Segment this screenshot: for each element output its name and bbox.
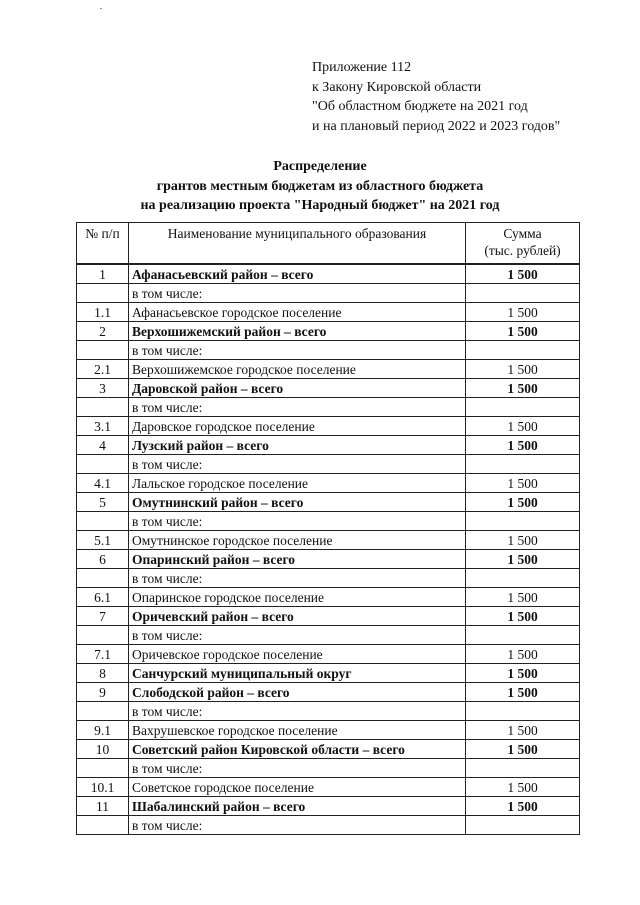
row-sum-cell: 1 500 [466,721,580,740]
table-row [77,417,580,436]
row-name-cell: Оричевский район – всего [129,607,466,626]
header-sum [466,223,580,265]
table-row [77,550,580,569]
table-row [77,683,580,702]
row-number-cell [77,398,129,417]
row-name-cell: Верхошижемское городское поселение [129,360,466,379]
row-sum-cell: 1 500 [466,474,580,493]
table-row [77,512,580,531]
row-number-cell [77,512,129,531]
table-row [77,797,580,816]
table-header-row [77,223,580,265]
row-sum-cell [466,455,580,474]
table-row [77,664,580,683]
appendix-line-1: Приложение 112 [312,60,412,75]
row-sum-cell [466,626,580,645]
row-number-cell: 1.1 [77,303,129,322]
row-name-cell: Верхошижемский район – всего [129,322,466,341]
row-number-cell: 11 [77,797,129,816]
table-row [77,436,580,455]
table-row [77,322,580,341]
row-name-cell: в том числе: [129,702,466,721]
row-number-cell [77,759,129,778]
row-name-cell: Опаринское городское поселение [129,588,466,607]
row-number-cell: 5 [77,493,129,512]
row-sum-cell: 1 500 [466,740,580,759]
row-number-cell [77,455,129,474]
row-number-cell [77,702,129,721]
row-name-cell: Даровское городское поселение [129,417,466,436]
table-row [77,360,580,379]
scan-speck [100,8,102,9]
row-number-cell: 9.1 [77,721,129,740]
row-sum-cell: 1 500 [466,645,580,664]
row-name-cell: Вахрушевское городское поселение [129,721,466,740]
row-name-cell: Шабалинский район – всего [129,797,466,816]
row-name-cell: Санчурский муниципальный округ [129,664,466,683]
row-number-cell: 4.1 [77,474,129,493]
row-name-cell: Советский район Кировской области – всего [129,740,466,759]
row-sum-cell: 1 500 [466,664,580,683]
table-row [77,778,580,797]
row-name-cell: в том числе: [129,341,466,360]
row-sum-cell [466,512,580,531]
row-sum-cell: 1 500 [466,550,580,569]
row-number-cell: 6 [77,550,129,569]
row-number-cell: 6.1 [77,588,129,607]
row-sum-cell: 1 500 [466,264,580,284]
row-sum-cell [466,569,580,588]
table-row [77,474,580,493]
row-name-cell: в том числе: [129,512,466,531]
row-number-cell [77,626,129,645]
row-sum-cell: 1 500 [466,778,580,797]
row-name-cell: Советское городское поселение [129,778,466,797]
table-row [77,493,580,512]
table-body [77,264,580,835]
table-row [77,398,580,417]
row-number-cell: 10.1 [77,778,129,797]
row-number-cell: 2 [77,322,129,341]
row-sum-cell [466,341,580,360]
row-sum-cell: 1 500 [466,797,580,816]
row-number-cell: 3.1 [77,417,129,436]
row-sum-cell: 1 500 [466,531,580,550]
header-num: № п/п [77,223,129,265]
row-name-cell: Афанасьевский район – всего [129,264,466,284]
row-name-cell: в том числе: [129,569,466,588]
table-row [77,626,580,645]
row-number-cell: 10 [77,740,129,759]
row-sum-cell: 1 500 [466,588,580,607]
row-number-cell [77,816,129,835]
table-row [77,531,580,550]
row-number-cell [77,569,129,588]
row-name-cell: Омутнинский район – всего [129,493,466,512]
row-number-cell: 2.1 [77,360,129,379]
table-row [77,284,580,303]
appendix-line-2: к Закону Кировской области [312,79,482,95]
row-number-cell [77,284,129,303]
row-sum-cell [466,816,580,835]
table-row [77,607,580,626]
row-number-cell: 3 [77,379,129,398]
row-number-cell: 7 [77,607,129,626]
row-name-cell: в том числе: [129,816,466,835]
row-name-cell: в том числе: [129,626,466,645]
row-sum-cell: 1 500 [466,379,580,398]
appendix-line-3: "Об областном бюджете на 2021 год [312,99,528,114]
title-line-1: Распределение [273,159,367,174]
table-row [77,759,580,778]
row-number-cell: 5.1 [77,531,129,550]
row-sum-cell: 1 500 [466,607,580,626]
row-name-cell: Афанасьевское городское поселение [129,303,466,322]
row-name-cell: в том числе: [129,284,466,303]
appendix-header [312,58,560,136]
row-name-cell: в том числе: [129,398,466,417]
header-sum-line-1: Сумма [503,226,542,241]
row-name-cell: в том числе: [129,455,466,474]
row-sum-cell: 1 500 [466,303,580,322]
header-sum-line-2: (тыс. рублей) [484,243,561,258]
appendix-line-4: и на плановый период 2022 и 2023 годов" [312,118,561,134]
grants-table [76,222,580,835]
title-line-3: на реализацию проекта "Народный бюджет" на 2021 год [140,198,500,213]
table-row [77,740,580,759]
table-row [77,455,580,474]
row-sum-cell [466,398,580,417]
document-title [0,157,640,216]
row-sum-cell [466,759,580,778]
row-name-cell: Слободской район – всего [129,683,466,702]
row-sum-cell: 1 500 [466,493,580,512]
table-row [77,816,580,835]
row-name-cell: Лузский район – всего [129,436,466,455]
row-name-cell: Лальское городское поселение [129,474,466,493]
table-row [77,569,580,588]
row-number-cell [77,341,129,360]
table-row [77,264,580,284]
row-name-cell: в том числе: [129,759,466,778]
row-number-cell: 7.1 [77,645,129,664]
table-row [77,341,580,360]
table-row [77,645,580,664]
row-name-cell: Опаринский район – всего [129,550,466,569]
title-line-2: грантов местным бюджетам из областного бюджета [156,178,484,194]
row-number-cell: 4 [77,436,129,455]
table-row [77,588,580,607]
row-name-cell: Оричевское городское поселение [129,645,466,664]
row-name-cell: Даровской район – всего [129,379,466,398]
header-name: Наименование муниципального образования [129,223,466,265]
row-sum-cell [466,284,580,303]
row-sum-cell [466,702,580,721]
row-sum-cell: 1 500 [466,417,580,436]
row-number-cell: 8 [77,664,129,683]
row-number-cell: 1 [77,264,129,284]
row-sum-cell: 1 500 [466,436,580,455]
table-row [77,721,580,740]
row-sum-cell: 1 500 [466,683,580,702]
row-name-cell: Омутнинское городское поселение [129,531,466,550]
row-number-cell: 9 [77,683,129,702]
row-sum-cell: 1 500 [466,360,580,379]
row-sum-cell: 1 500 [466,322,580,341]
table-row [77,303,580,322]
table-row [77,702,580,721]
table-row [77,379,580,398]
